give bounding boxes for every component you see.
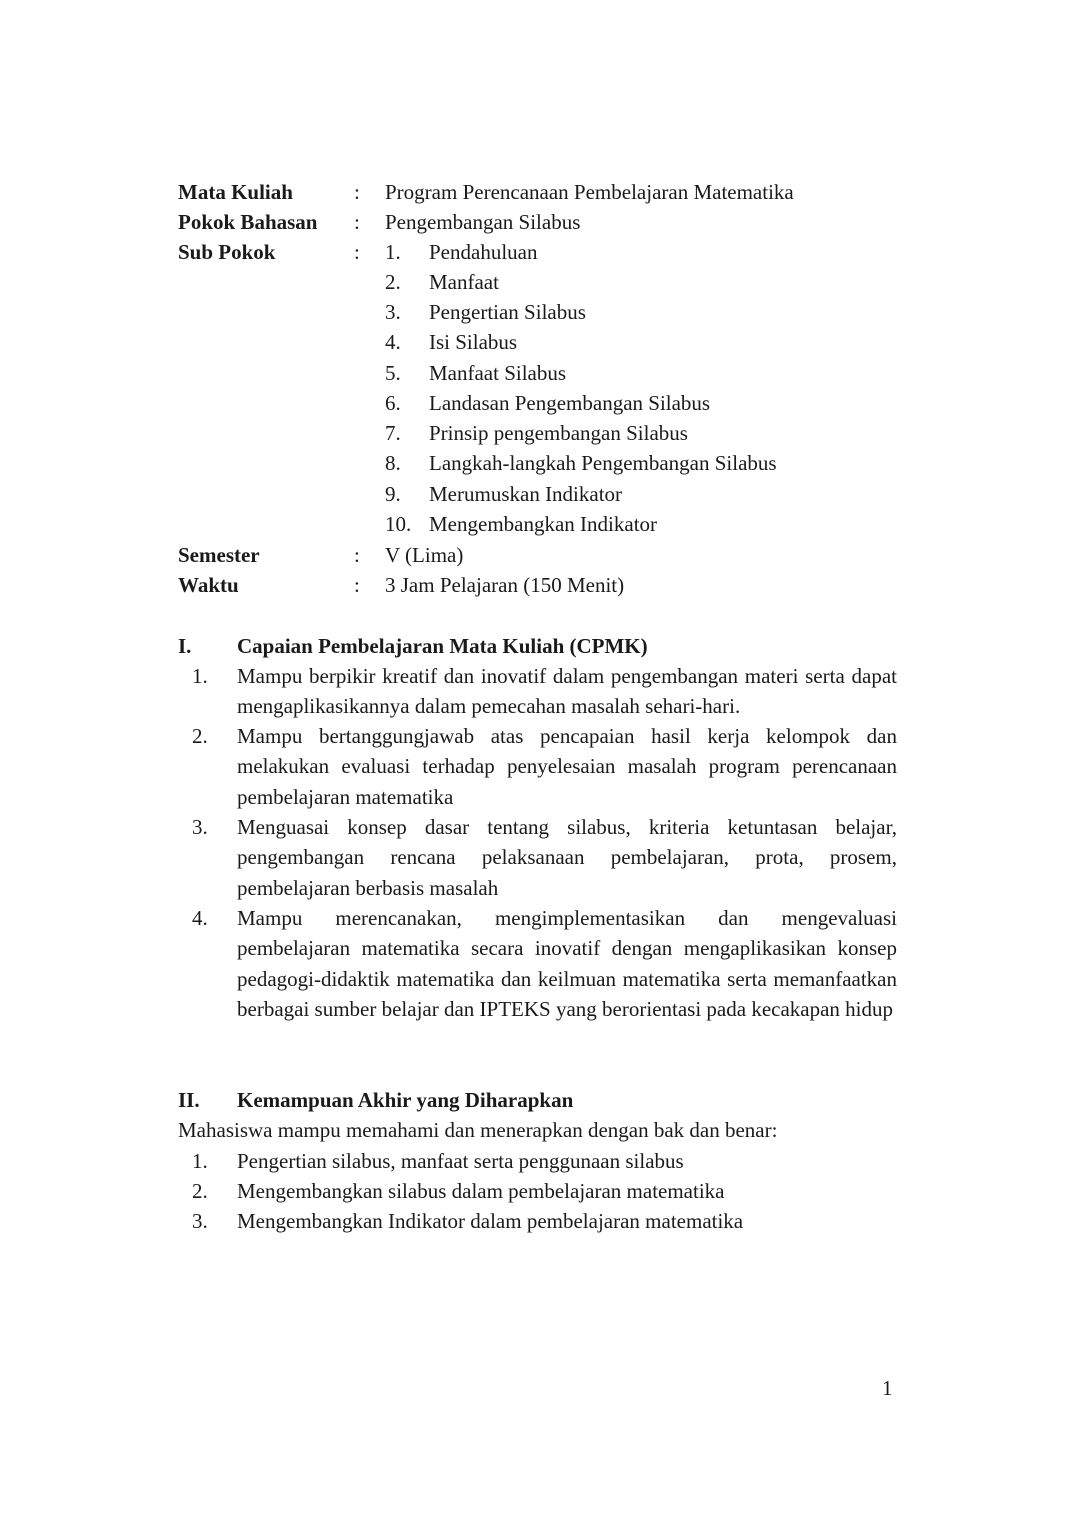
sub-pokok-item-num: 3. [385, 300, 401, 324]
list-number: 2. [192, 1179, 208, 1203]
semester-label: Semester [178, 543, 260, 567]
list-item-text: Mampu merencanakan, mengimplementasikan dan mengevaluasi pembelajaran matematika secara inovatif dengan mengaplikasikan konsep pedagogi-didaktik matematika dan keilmuan matematika serta memanfaatkan berbagai sumber belajar dan IPTEKS yang berorientasi pada kecakapan hidup [237, 906, 897, 1021]
section-title: Capaian Pembelajaran Mata Kuliah (CPMK) [237, 634, 648, 658]
list-item-text: Mengembangkan Indikator dalam pembelajaran matematika [237, 1209, 744, 1233]
list-item-text: Mampu berpikir kreatif dan inovatif dalam pengembangan materi serta dapat mengaplikasikannya dalam pemecahan masalah sehari-hari. [237, 664, 897, 719]
sub-pokok-item-text: Langkah-langkah Pengembangan Silabus [429, 451, 777, 475]
sub-pokok-item-num: 4. [385, 330, 401, 354]
list-item-text: Mengembangkan silabus dalam pembelajaran matematika [237, 1179, 725, 1203]
semester-value: V (Lima) [385, 543, 464, 567]
list-item-text: Mampu bertanggungjawab atas pencapaian hasil kerja kelompok dan melakukan evaluasi terhadap penyelesaian masalah program perencanaan pembelajaran matematika [237, 724, 897, 809]
sub-pokok-item-num: 10. [385, 512, 412, 536]
sub-pokok-item-text: Merumuskan Indikator [429, 482, 623, 506]
sub-pokok-item-num: 8. [385, 451, 401, 475]
list-number: 1. [192, 664, 208, 688]
colon: : [354, 210, 360, 234]
sub-pokok-item-text: Landasan Pengembangan Silabus [429, 391, 711, 415]
colon: : [354, 543, 360, 567]
sub-pokok-item-num: 1. [385, 240, 401, 264]
mata-kuliah-label: Mata Kuliah [178, 180, 293, 204]
sub-pokok-item-text: Pendahuluan [429, 240, 538, 264]
mata-kuliah-value: Program Perencanaan Pembelajaran Matematika [385, 180, 794, 204]
section-number: II. [178, 1088, 200, 1112]
sub-pokok-item-num: 2. [385, 270, 401, 294]
list-item-text: Menguasai konsep dasar tentang silabus, kriteria ketuntasan belajar, pengembangan rencana pelaksanaan pembelajaran, prota, prosem, pembelajaran berbasis masalah [237, 815, 897, 900]
sub-pokok-label: Sub Pokok [178, 240, 276, 264]
sub-pokok-item-text: Manfaat [429, 270, 499, 294]
list-number: 3. [192, 815, 208, 839]
sub-pokok-item-num: 7. [385, 421, 401, 445]
sub-pokok-item-text: Manfaat Silabus [429, 361, 567, 385]
sub-pokok-item-text: Mengembangkan Indikator [429, 512, 658, 536]
pokok-bahasan-value: Pengembangan Silabus [385, 210, 581, 234]
section-title: Kemampuan Akhir yang Diharapkan [237, 1088, 574, 1112]
waktu-label: Waktu [178, 573, 239, 597]
list-item-text: Pengertian silabus, manfaat serta penggunaan silabus [237, 1149, 684, 1173]
sub-pokok-item-num: 9. [385, 482, 401, 506]
list-number: 4. [192, 906, 208, 930]
sub-pokok-item-num: 5. [385, 361, 401, 385]
colon: : [354, 180, 360, 204]
list-number: 3. [192, 1209, 208, 1233]
colon: : [354, 573, 360, 597]
list-number: 2. [192, 724, 208, 748]
sub-pokok-item-num: 6. [385, 391, 401, 415]
sub-pokok-item-text: Prinsip pengembangan Silabus [429, 421, 688, 445]
page-number: 1 [882, 1376, 893, 1400]
section-number: I. [178, 634, 192, 658]
waktu-value: 3 Jam Pelajaran (150 Menit) [385, 573, 625, 597]
sub-pokok-item-text: Pengertian Silabus [429, 300, 586, 324]
colon: : [354, 240, 360, 264]
sub-pokok-item-text: Isi Silabus [429, 330, 518, 354]
list-number: 1. [192, 1149, 208, 1173]
intro-text: Mahasiswa mampu memahami dan menerapkan dengan bak dan benar: [178, 1118, 778, 1142]
pokok-bahasan-label: Pokok Bahasan [178, 210, 318, 234]
